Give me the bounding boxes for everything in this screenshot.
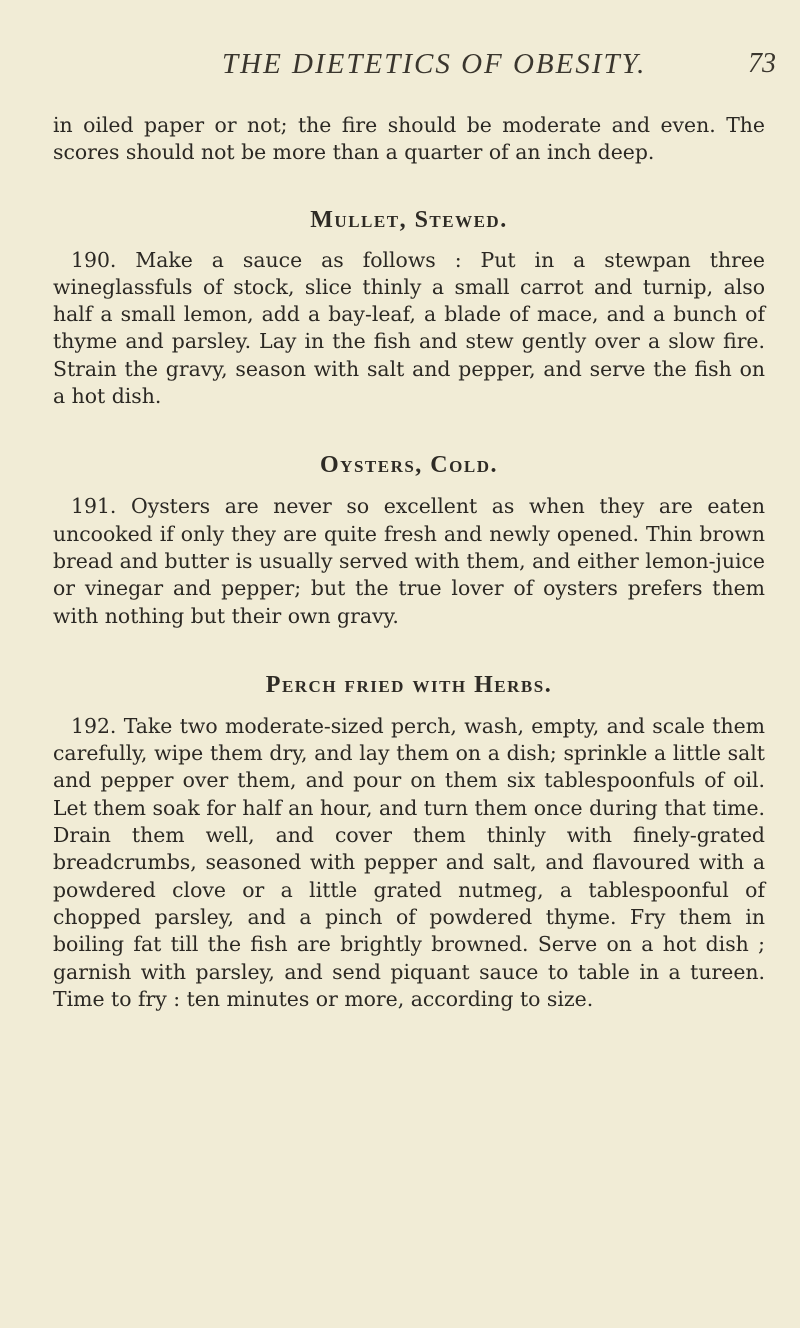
body-text	[53, 112, 765, 1013]
page-number: 73	[748, 48, 776, 79]
recipe-190-paragraph: 190. Make a sauce as follows : Put in a stewpan three wineglassfuls of stock, slice thinly a small carrot and turnip, also half a small lemon, add a bay-leaf, a blade of mace, and a bunch of thyme and parsley. Lay in the fish and stew gently over a slow fire. Strain the gravy, season with salt and pepper, and serve the fish on a hot dish.	[53, 247, 765, 409]
running-title: THE DIETETICS OF OBESITY.	[222, 48, 647, 80]
recipe-191-paragraph: 191. Oysters are never so excellent as when they are eaten uncooked if only they are quite fresh and newly opened. Thin brown bread and butter is usually served with them, and either lemon-juice or vinegar and pepper; but the true lover of oysters prefers them with nothing but their own gravy.	[53, 494, 765, 628]
continued-paragraph: in oiled paper or not; the fire should be moderate and even. The scores should not be more than a quarter of an inch deep.	[53, 113, 765, 165]
recipe-192-paragraph: 192. Take two moderate-sized perch, wash, empty, and scale them carefully, wipe them dry, and lay them on a dish; sprinkle a little salt and pepper over them, and pour on them six tablespoonfuls of oil. Let them soak for half an hour, and turn them once during that time. Drain them well, and cover them thinly with finely-grated breadcrumbs, seasoned with pepper and salt, and flavoured with a powdered clove or a little grated nutmeg, a tablespoonful of chopped parsley, and a pinch of powdered thyme. Fry them in boiling fat till the fish are brightly browned. Serve on a hot dish ; garnish with parsley, and send piquant sauce to table in a tureen. Time to fry : ten minutes or more, according to size.	[53, 713, 765, 1011]
heading-mullet-stewed: Mullet, Stewed.	[310, 206, 508, 233]
heading-perch-fried-with-herbs: Perch fried with Herbs.	[265, 671, 553, 698]
running-head	[0, 48, 800, 88]
heading-oysters-cold: Oysters, Cold.	[320, 452, 498, 479]
